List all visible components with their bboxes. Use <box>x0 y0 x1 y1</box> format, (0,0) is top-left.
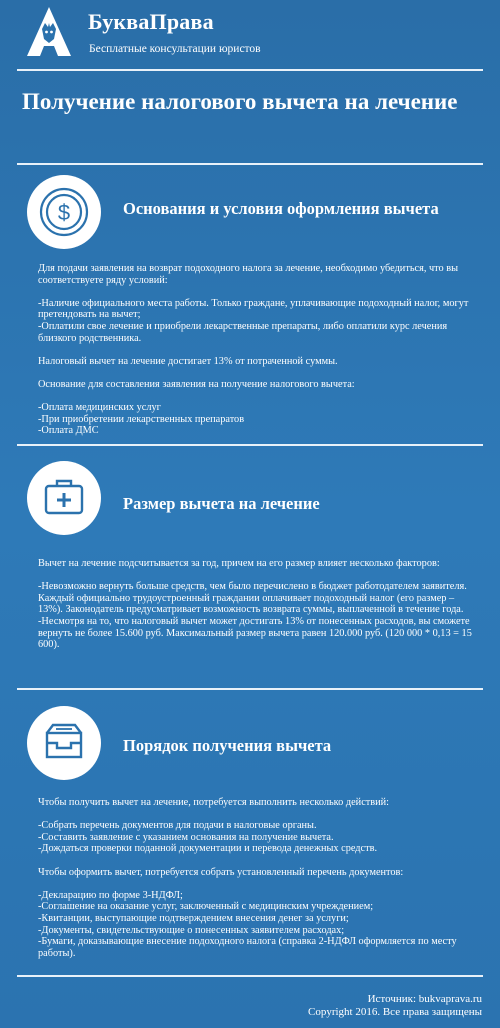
section-body <box>38 263 478 449</box>
section-paragraph: -Наличие официального места работы. Только граждане, уплачивающие подоходный налог, могут претендовать на вычет; -Оплатили свое лечение и приобрели лекарственные препараты, либо оплатили курс лечения близкого родственника. <box>38 297 469 344</box>
dollar-coin-icon <box>37 185 91 239</box>
section-title: Порядок получения вычета <box>123 736 332 755</box>
section-paragraph: -Декларацию по форме 3-НДФЛ; -Соглашение на оказание услуг, заключенный с медицинским учреждением; -Квитанции, выступающие подтверждением внесения денег за услуги; -Документы, свидетельствующие о понесенных заявителем расходах; -Бумаги, доказывающие внесение подоходного налога (справка 2-НДФЛ оформляется по месту работы). <box>38 889 457 959</box>
page-title: Получение налогового вычета на лечение <box>22 89 458 114</box>
section-title: Основания и условия оформления вычета <box>123 199 439 218</box>
section-icon-circle <box>27 706 101 780</box>
divider <box>17 975 483 977</box>
section-paragraph: -Невозможно вернуть больше средств, чем было перечислено в бюджет работодателем заявителя. Каждый официально трудоустроенный граждании оплачивает подоходный налог (его размер – 13%). Законодатель предусматривает возможность возврата суммы, выплаченной в течение года. -Несмотря на то, что налоговый вычет может достигать 13% от понесенных расходов, вы сможете вернуть не более 15.600 руб. Максимальный размер вычета равен 120.000 руб. (120 000 * 0,13 = 15 600). <box>38 581 472 651</box>
section-paragraph: Чтобы получить вычет на лечение, потребуется выполнить несколько действий: <box>38 797 390 808</box>
header <box>0 0 500 70</box>
section-title: Размер вычета на лечение <box>123 494 320 513</box>
section-paragraph: Чтобы оформить вычет, потребуется собрать установленный перечень документов: <box>38 866 404 878</box>
divider <box>17 444 483 446</box>
medical-kit-icon <box>37 471 91 525</box>
section-paragraph: Для подачи заявления на возврат подоходного налога за лечение, необходимо убедиться, что вы соответствуете ряду условий: <box>38 263 459 286</box>
logo-icon <box>24 6 74 58</box>
footer <box>308 993 482 1019</box>
divider <box>17 69 483 71</box>
brand-title: БукваПрава <box>88 9 214 34</box>
section-paragraph: Налоговый вычет на лечение достигает 13% от потраченной суммы. <box>38 355 338 367</box>
section-icon-circle <box>27 461 101 535</box>
section-body <box>38 558 478 662</box>
section-paragraph: Вычет на лечение подсчитывается за год, причем на его размер влияет несколько факторов: <box>38 558 440 569</box>
footer-copyright: Copyright 2016. Все права защищены <box>307 1006 482 1018</box>
divider <box>17 163 483 165</box>
divider <box>17 688 483 690</box>
section-paragraph: Основание для составления заявления на получение налогового вычета: <box>38 378 355 390</box>
section-paragraph: -Собрать перечень документов для подачи в налоговые органы. -Составить заявление с указанием основания на получение вычета. -Дождаться проверки поданной документации и перевода денежных средств. <box>38 820 378 855</box>
section-icon-circle <box>27 175 101 249</box>
section-paragraph: -Оплата медицинских услуг -При приобретении лекарственных препаратов -Оплата ДМС <box>38 402 245 437</box>
brand-subtitle: Бесплатные консультации юристов <box>89 43 261 55</box>
section-body <box>38 797 478 971</box>
inbox-tray-icon <box>37 716 91 770</box>
footer-source: Источник: bukvaprava.ru <box>367 993 482 1005</box>
svg-text:$: $ <box>57 200 71 225</box>
